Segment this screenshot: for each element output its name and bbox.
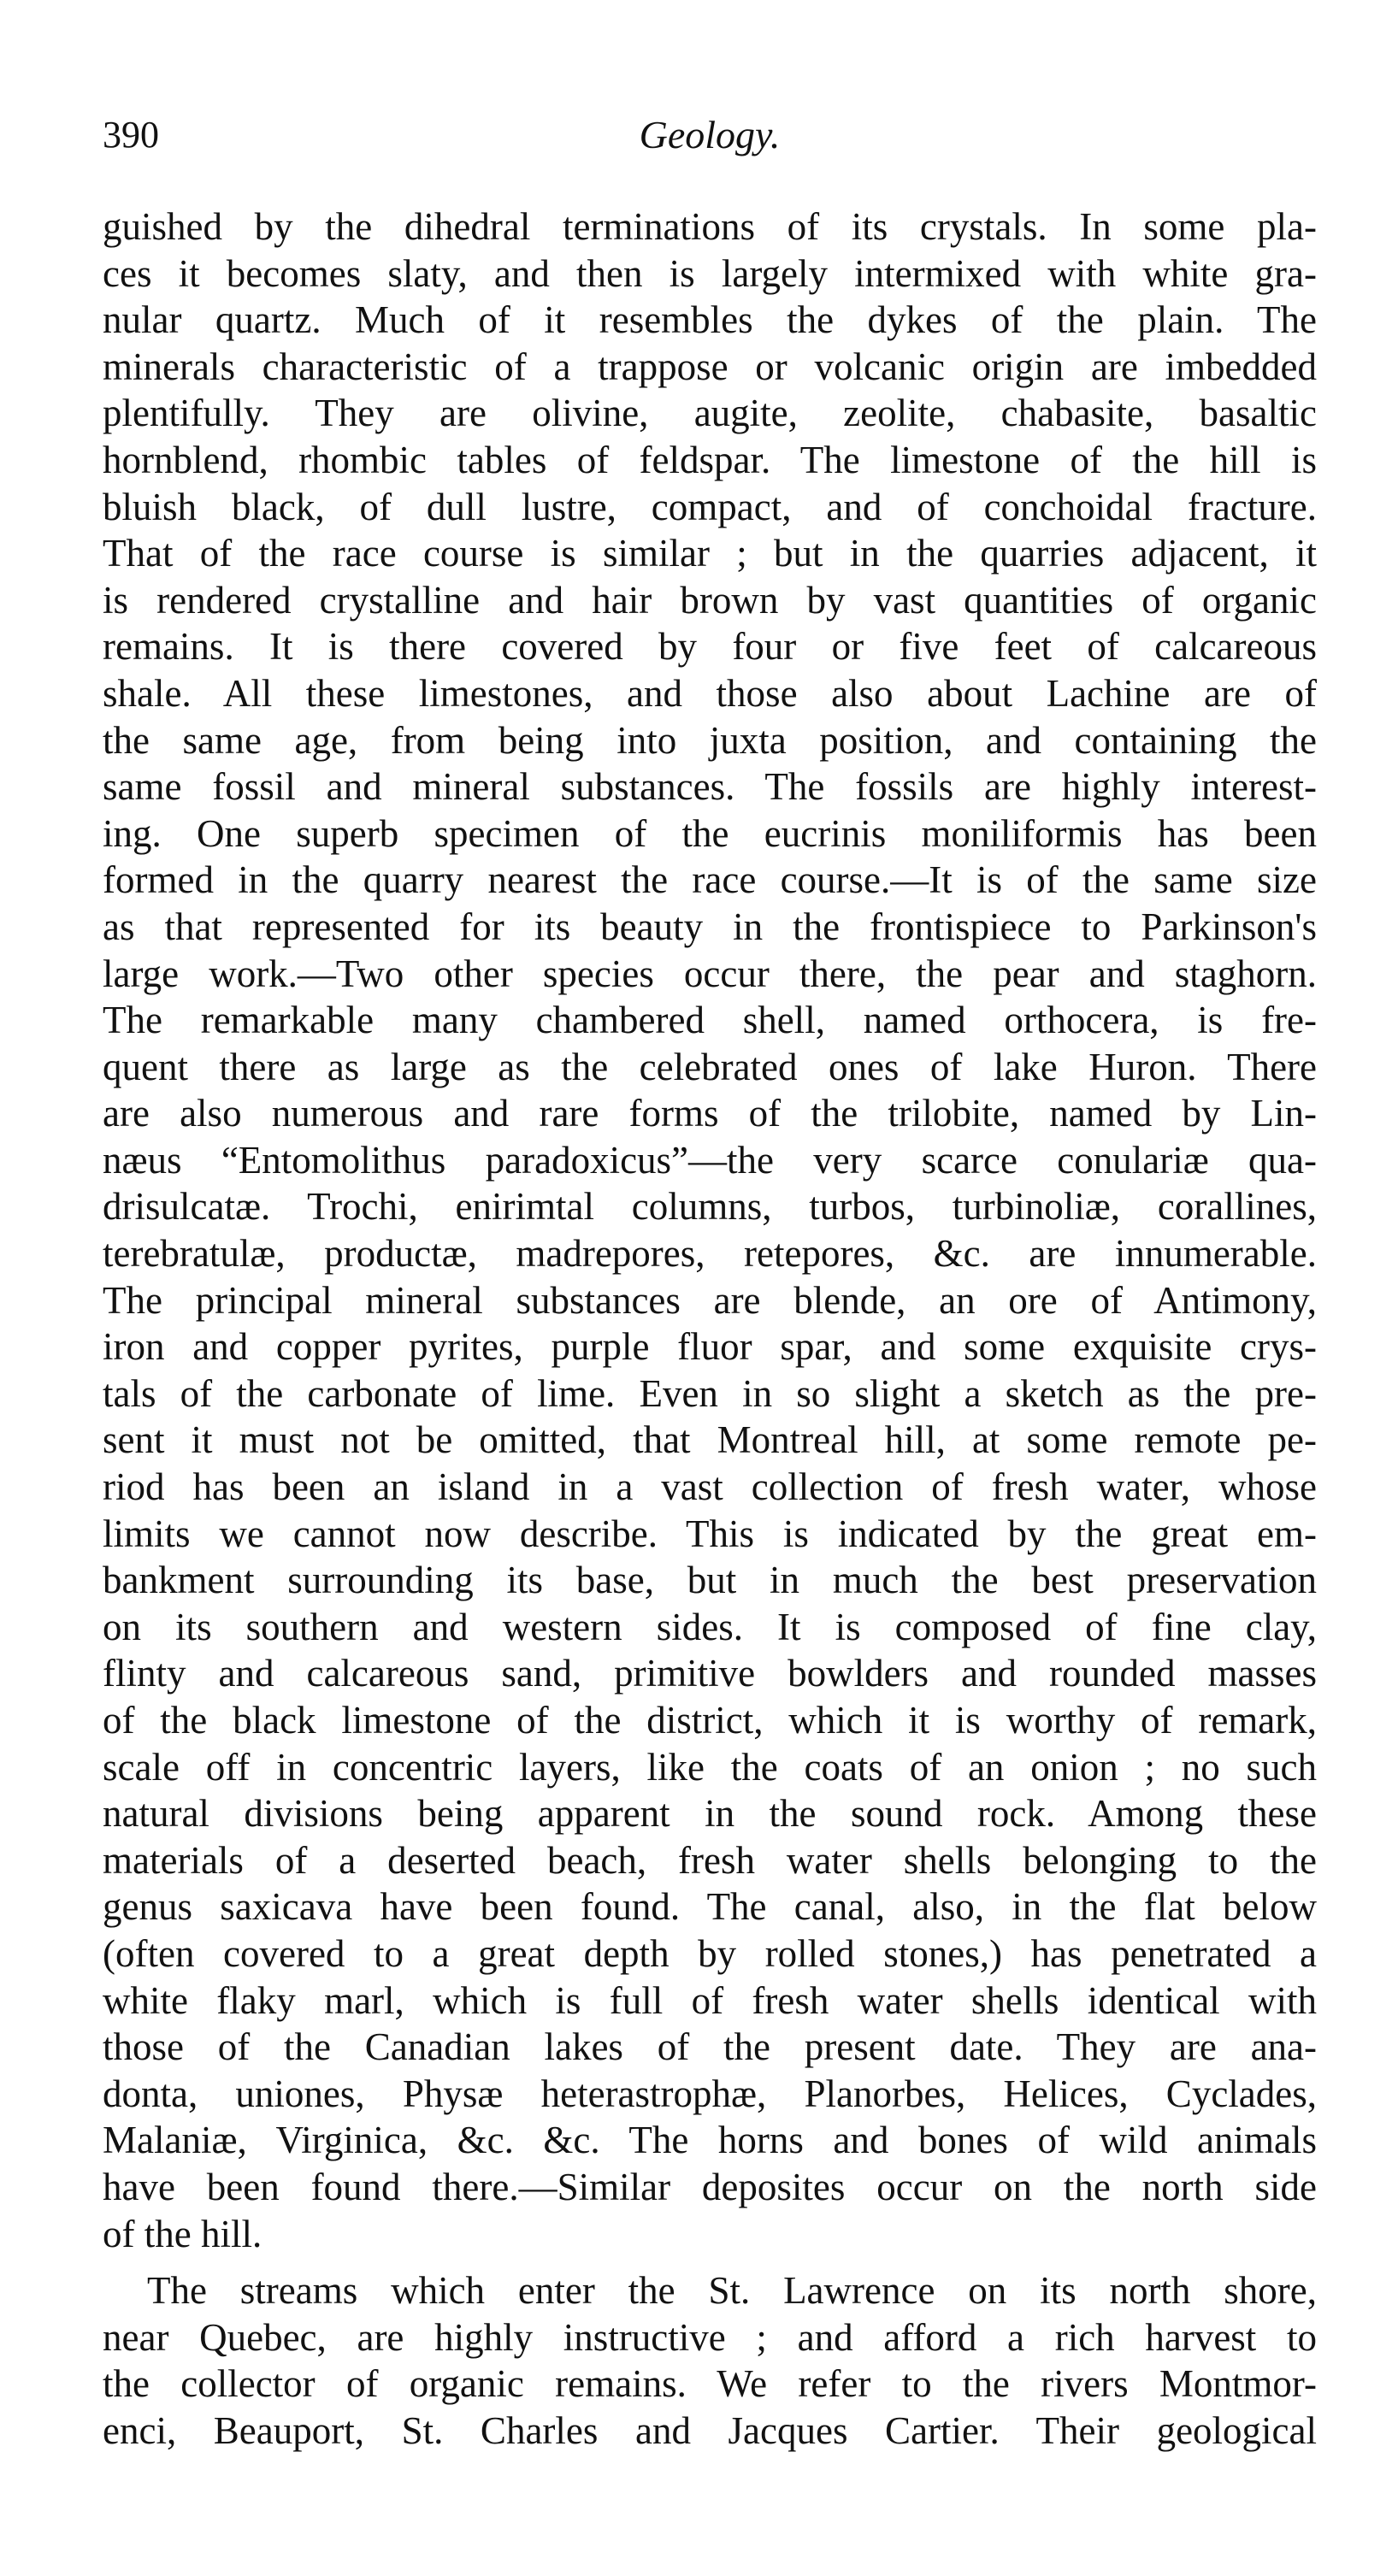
text-line: donta, uniones, Physæ heterastrophæ, Planorbes, Helices, Cyclades, [103, 2072, 1317, 2115]
text-line: enci, Beauport, St. Charles and Jacques Cartier. Their geological [103, 2408, 1317, 2452]
running-head [103, 109, 1317, 161]
text-line: sent it must not be omitted, that Montreal hill, at some remote pe- [103, 1418, 1317, 1462]
text-line: those of the Canadian lakes of the present date. They are ana- [103, 2025, 1317, 2069]
paragraph [103, 203, 1317, 2257]
text-line: bankment surrounding its base, but in much the best preservation [103, 1559, 1317, 1602]
text-line: Malaniæ, Virginica, &c. &c. The horns and bones of wild animals [103, 2119, 1317, 2162]
text-line: scale off in concentric layers, like the coats of an onion ; no such [103, 1745, 1317, 1789]
text-line: materials of a deserted beach, fresh water shells belonging to the [103, 1838, 1317, 1882]
text-line: shale. All these limestones, and those also about Lachine are of [103, 671, 1317, 715]
text-line: ing. One superb specimen of the eucrinis moniliformis has been [103, 811, 1317, 855]
text-line: the collector of organic remains. We refer to the rivers Montmor- [103, 2362, 1317, 2406]
text-line: limits we cannot now describe. This is indicated by the great em- [103, 1512, 1317, 1555]
text-line: (often covered to a great depth by rolled stones,) has penetrated a [103, 1931, 1317, 1975]
text-line: flinty and calcareous sand, primitive bowlders and rounded masses [103, 1652, 1317, 1695]
running-title: Geology. [639, 113, 781, 156]
text-line: are also numerous and rare forms of the trilobite, named by Lin- [103, 1092, 1317, 1135]
text-line: The remarkable many chambered shell, named orthocera, is fre- [103, 999, 1317, 1042]
text-line: white flaky marl, which is full of fresh water shells identical with [103, 1978, 1317, 2022]
text-line: the same age, from being into juxta position, and containing the [103, 718, 1317, 762]
paragraph [103, 2267, 1317, 2454]
text-line: of the black limestone of the district, which it is worthy of remark, [103, 1699, 1317, 1742]
text-line: quent there as large as the celebrated ones of lake Huron. There [103, 1045, 1317, 1088]
text-line: plentifully. They are olivine, augite, zeolite, chabasite, basaltic [103, 392, 1317, 435]
text-line: The streams which enter the St. Lawrence on its north shore, [147, 2269, 1317, 2313]
text-line: The principal mineral substances are blende, an ore of Antimony, [103, 1278, 1317, 1322]
text-line: iron and copper pyrites, purple fluor spar, and some exquisite crys- [103, 1325, 1317, 1369]
text-line: næus “Entomolithus paradoxicus”—the very scarce conulariæ qua- [103, 1138, 1317, 1182]
paragraph-gap [103, 2257, 1317, 2267]
body-text [103, 203, 1317, 2455]
text-line: near Quebec, are highly instructive ; and afford a rich harvest to [103, 2315, 1317, 2359]
text-line: That of the race course is similar ; but in the quarries adjacent, it [103, 532, 1317, 575]
text-line: riod has been an island in a vast collection of fresh water, whose [103, 1465, 1317, 1509]
text-line: of the hill. [103, 2212, 262, 2255]
text-line: terebratulæ, productæ, madrepores, retepores, &c. are innumerable. [103, 1232, 1317, 1276]
text-line: on its southern and western sides. It is composed of fine clay, [103, 1605, 1317, 1648]
text-line: same fossil and mineral substances. The fossils are highly interest- [103, 765, 1317, 809]
text-line: hornblend, rhombic tables of feldspar. The limestone of the hill is [103, 438, 1317, 481]
text-line: ces it becomes slaty, and then is largely intermixed with white gra- [103, 251, 1317, 295]
text-line: tals of the carbonate of lime. Even in so slight a sketch as the pre- [103, 1371, 1317, 1415]
text-line: guished by the dihedral terminations of its crystals. In some pla- [103, 205, 1317, 248]
text-line: have been found there.—Similar deposites occur on the north side [103, 2165, 1317, 2208]
text-line: natural divisions being apparent in the sound rock. Among these [103, 1792, 1317, 1836]
text-line: as that represented for its beauty in the frontispiece to Parkinson's [103, 905, 1317, 948]
text-line: minerals characteristic of a trappose or volcanic origin are imbedded [103, 345, 1317, 388]
text-line: genus saxicava have been found. The canal, also, in the flat below [103, 1885, 1317, 1929]
text-line: remains. It is there covered by four or five feet of calcareous [103, 625, 1317, 669]
text-line: large work.—Two other species occur there, the pear and staghorn. [103, 952, 1317, 995]
page-number: 390 [103, 114, 159, 156]
text-line: nular quartz. Much of it resembles the dykes of the plain. The [103, 298, 1317, 342]
text-line: bluish black, of dull lustre, compact, and of conchoidal fracture. [103, 485, 1317, 528]
text-line: is rendered crystalline and hair brown by vast quantities of organic [103, 578, 1317, 622]
text-line: formed in the quarry nearest the race course.—It is of the same size [103, 858, 1317, 902]
text-line: drisulcatæ. Trochi, enirimtal columns, turbos, turbinoliæ, corallines, [103, 1185, 1317, 1229]
